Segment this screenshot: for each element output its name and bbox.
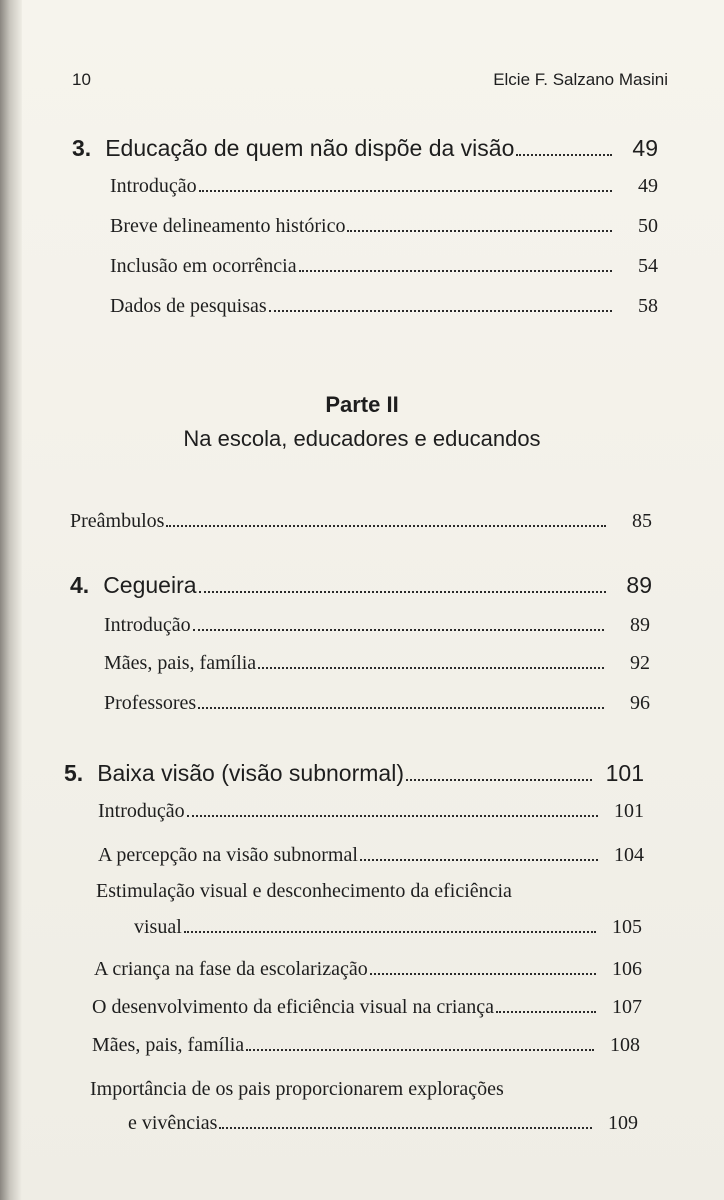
dot-leader <box>269 310 612 312</box>
dot-leader <box>184 931 596 933</box>
entry-label: Mães, pais, família <box>92 1034 245 1056</box>
page-number: 10 <box>72 70 91 89</box>
toc-entry <box>110 295 658 318</box>
dot-leader <box>199 591 606 593</box>
entry-label: Breve delineamento histórico <box>110 215 346 237</box>
chapter-number: 3. <box>72 135 92 161</box>
entry-label: Introdução <box>110 175 197 197</box>
dot-leader <box>258 667 604 669</box>
dot-leader <box>406 779 592 781</box>
chapter-title: Baixa visão (visão subnormal) <box>97 760 404 786</box>
entry-page: 109 <box>608 1112 638 1134</box>
book-spine-shadow <box>0 0 22 1200</box>
chapter-number: 4. <box>70 572 90 598</box>
chapter-page: 101 <box>605 760 644 786</box>
chapter-page: 89 <box>626 572 652 598</box>
toc-entry <box>110 175 658 198</box>
entry-label: Professores <box>104 692 197 714</box>
toc-entry <box>92 1034 640 1057</box>
entry-label: visual <box>134 916 182 938</box>
toc-entry <box>110 255 658 278</box>
toc-entry <box>110 215 658 238</box>
entry-label: A criança na fase da escolarização <box>94 958 368 980</box>
toc-entry <box>94 958 642 981</box>
chapter-page: 49 <box>632 135 658 161</box>
dot-leader <box>370 973 596 975</box>
entry-label: A percepção na visão subnormal <box>98 844 358 866</box>
entry-page: 49 <box>638 175 658 197</box>
entry-label: e vivências <box>128 1112 218 1134</box>
entry-label: Inclusão em ocorrência <box>110 255 297 277</box>
entry-label: Introdução <box>104 614 191 636</box>
entry-page: 54 <box>638 255 658 277</box>
dot-leader <box>347 230 612 232</box>
chapter-title: Educação de quem não dispõe da visão <box>105 135 515 161</box>
toc-entry <box>134 916 642 939</box>
entry-label: O desenvolvimento da eficiência visual na criança <box>92 996 495 1018</box>
entry-page: 92 <box>630 652 650 674</box>
dot-leader <box>299 270 612 272</box>
entry-label: Preâmbulos <box>70 510 165 532</box>
entry-label: Introdução <box>98 800 185 822</box>
entry-page: 50 <box>638 215 658 237</box>
toc-entry-line1: Estimulação visual e desconhecimento da eficiência <box>96 880 512 902</box>
entry-page: 105 <box>612 916 642 938</box>
toc-entry <box>98 844 644 867</box>
entry-page: 58 <box>638 295 658 317</box>
entry-page: 101 <box>614 800 644 822</box>
dot-leader <box>360 859 598 861</box>
dot-leader <box>187 815 598 817</box>
toc-entry-line1: Importância de os pais proporcionarem explorações <box>90 1078 504 1100</box>
toc-entry <box>128 1112 638 1135</box>
dot-leader <box>496 1011 596 1013</box>
dot-leader <box>246 1049 594 1051</box>
part-title: Parte II <box>325 392 399 417</box>
dot-leader <box>193 629 604 631</box>
entry-label: Dados de pesquisas <box>110 295 267 317</box>
dot-leader <box>516 154 612 156</box>
dot-leader <box>219 1127 592 1129</box>
entry-page: 107 <box>612 996 642 1018</box>
entry-label: Mães, pais, família <box>104 652 257 674</box>
dot-leader <box>199 190 612 192</box>
entry-page: 85 <box>632 510 652 532</box>
toc-entry-preambulos <box>70 510 652 533</box>
part-subtitle: Na escola, educadores e educandos <box>183 426 541 451</box>
toc-entry <box>104 692 650 715</box>
toc-entry <box>104 652 650 675</box>
entry-page: 106 <box>612 958 642 980</box>
dot-leader <box>166 525 606 527</box>
chapter-title: Cegueira <box>103 572 197 598</box>
toc-entry <box>92 996 642 1019</box>
toc-chapter-5 <box>64 760 644 787</box>
toc-chapter-3 <box>72 135 658 162</box>
chapter-number: 5. <box>64 760 84 786</box>
running-header-author: Elcie F. Salzano Masini <box>493 70 668 89</box>
entry-page: 104 <box>614 844 644 866</box>
entry-page: 108 <box>610 1034 640 1056</box>
dot-leader <box>198 707 604 709</box>
toc-entry <box>98 800 644 823</box>
entry-page: 96 <box>630 692 650 714</box>
toc-entry <box>104 614 650 637</box>
toc-chapter-4 <box>70 572 652 599</box>
entry-page: 89 <box>630 614 650 636</box>
